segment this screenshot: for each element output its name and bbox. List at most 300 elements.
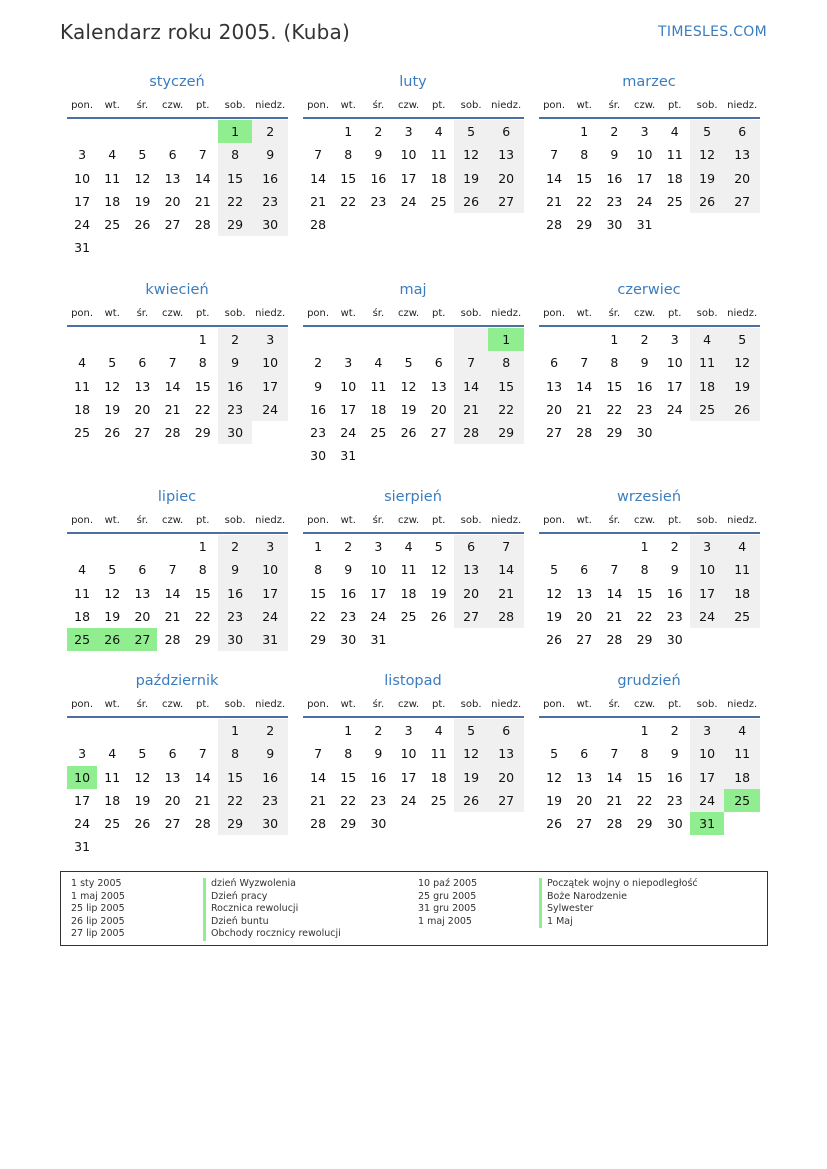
day-cell[interactable]: 24 bbox=[636, 193, 653, 209]
day-cell[interactable]: 23 bbox=[370, 193, 387, 209]
day-cell[interactable]: 4 bbox=[434, 124, 443, 139]
day-cell[interactable]: 17 bbox=[340, 401, 357, 417]
day-cell[interactable]: 4 bbox=[434, 723, 443, 738]
day-cell[interactable]: 21 bbox=[164, 401, 181, 417]
day-cell[interactable]: 19 bbox=[724, 375, 760, 398]
day-cell[interactable]: 23 bbox=[636, 401, 653, 417]
day-cell[interactable]: 11 bbox=[74, 378, 91, 394]
day-cell[interactable]: 28 bbox=[606, 816, 623, 832]
day-cell[interactable]: 16 bbox=[370, 170, 387, 186]
day-cell[interactable]: 30 bbox=[666, 816, 683, 832]
day-cell[interactable]: 24 bbox=[666, 401, 683, 417]
day-cell[interactable]: 25 bbox=[74, 425, 91, 441]
day-cell[interactable]: 10 bbox=[252, 558, 288, 581]
day-cell[interactable]: 23 bbox=[666, 792, 683, 808]
day-cell[interactable]: 13 bbox=[164, 170, 181, 186]
day-cell[interactable]: 30 bbox=[666, 632, 683, 648]
day-cell[interactable]: 18 bbox=[724, 766, 760, 789]
day-cell[interactable]: 16 bbox=[340, 585, 357, 601]
day-cell[interactable]: 17 bbox=[74, 193, 91, 209]
day-cell[interactable]: 29 bbox=[194, 425, 211, 441]
day-cell[interactable]: 27 bbox=[546, 425, 563, 441]
day-cell[interactable]: 15 bbox=[488, 375, 524, 398]
day-cell[interactable]: 2 bbox=[252, 120, 288, 143]
day-cell[interactable]: 23 bbox=[218, 605, 253, 628]
day-cell[interactable]: 20 bbox=[488, 167, 524, 190]
day-cell[interactable]: 13 bbox=[164, 769, 181, 785]
day-cell[interactable]: 17 bbox=[370, 585, 387, 601]
day-cell[interactable]: 16 bbox=[636, 378, 653, 394]
day-cell[interactable]: 18 bbox=[104, 792, 121, 808]
day-cell[interactable]: 6 bbox=[454, 535, 489, 558]
day-cell[interactable]: 3 bbox=[670, 332, 679, 347]
day-cell[interactable]: 30 bbox=[370, 816, 387, 832]
day-cell[interactable]: 20 bbox=[164, 193, 181, 209]
day-cell[interactable]: 17 bbox=[690, 766, 725, 789]
day-cell[interactable]: 7 bbox=[610, 562, 619, 578]
day-cell[interactable]: 22 bbox=[218, 789, 253, 812]
day-cell[interactable]: 21 bbox=[488, 582, 524, 605]
day-cell[interactable]: 2 bbox=[610, 124, 619, 139]
day-cell[interactable]: 1 bbox=[344, 723, 353, 738]
day-cell[interactable]: 15 bbox=[636, 769, 653, 785]
day-cell[interactable]: 15 bbox=[606, 378, 623, 394]
day-cell[interactable]: 4 bbox=[690, 328, 725, 351]
day-cell[interactable]: 13 bbox=[488, 143, 524, 166]
day-cell[interactable]: 26 bbox=[454, 789, 489, 812]
day-cell[interactable]: 20 bbox=[724, 167, 760, 190]
day-cell[interactable]: 2 bbox=[374, 124, 383, 139]
day-cell[interactable]: 28 bbox=[576, 425, 593, 441]
day-cell[interactable]: 8 bbox=[218, 143, 253, 166]
day-cell[interactable]: 25 bbox=[104, 217, 121, 233]
day-cell[interactable]: 9 bbox=[610, 147, 619, 163]
day-cell[interactable]: 26 bbox=[454, 190, 489, 213]
day-cell[interactable]: 8 bbox=[580, 147, 589, 163]
day-cell[interactable]: 19 bbox=[454, 766, 489, 789]
day-cell[interactable]: 4 bbox=[108, 147, 117, 163]
day-cell[interactable]: 15 bbox=[218, 766, 253, 789]
day-cell[interactable]: 23 bbox=[370, 792, 387, 808]
day-cell[interactable]: 12 bbox=[134, 769, 151, 785]
day-cell[interactable]: 3 bbox=[690, 535, 725, 558]
day-cell[interactable]: 27 bbox=[724, 190, 760, 213]
day-cell[interactable]: 27 bbox=[164, 217, 181, 233]
day-cell[interactable]: 19 bbox=[546, 792, 563, 808]
day-cell[interactable]: 24 bbox=[340, 425, 357, 441]
day-cell[interactable]: 1 bbox=[314, 539, 323, 554]
day-cell[interactable]: 10 bbox=[340, 378, 357, 394]
day-cell[interactable]: 1 bbox=[198, 539, 207, 554]
day-cell[interactable]: 23 bbox=[252, 789, 288, 812]
day-cell[interactable]: 22 bbox=[576, 193, 593, 209]
day-cell[interactable]: 24 bbox=[252, 398, 288, 421]
day-cell[interactable]: 31 bbox=[74, 839, 91, 855]
day-cell[interactable]: 9 bbox=[218, 558, 253, 581]
day-cell[interactable]: 4 bbox=[78, 562, 87, 578]
day-cell[interactable]: 21 bbox=[310, 792, 327, 808]
day-cell[interactable]: 30 bbox=[218, 628, 253, 651]
day-cell[interactable]: 28 bbox=[606, 632, 623, 648]
day-cell[interactable]: 14 bbox=[546, 170, 563, 186]
day-cell[interactable]: 22 bbox=[340, 792, 357, 808]
day-cell[interactable]: 22 bbox=[636, 792, 653, 808]
day-cell[interactable]: 1 bbox=[640, 539, 649, 554]
day-cell[interactable]: 25 bbox=[430, 193, 447, 209]
day-cell[interactable]: 16 bbox=[252, 167, 288, 190]
day-cell[interactable]: 18 bbox=[104, 193, 121, 209]
day-cell[interactable]: 26 bbox=[546, 816, 563, 832]
holiday-day-cell[interactable]: 25 bbox=[67, 628, 97, 651]
day-cell[interactable]: 26 bbox=[134, 217, 151, 233]
day-cell[interactable]: 5 bbox=[434, 539, 443, 554]
day-cell[interactable]: 7 bbox=[314, 746, 323, 762]
day-cell[interactable]: 28 bbox=[310, 816, 327, 832]
day-cell[interactable]: 16 bbox=[218, 582, 253, 605]
day-cell[interactable]: 20 bbox=[134, 608, 151, 624]
day-cell[interactable]: 21 bbox=[194, 792, 211, 808]
day-cell[interactable]: 6 bbox=[488, 719, 524, 742]
day-cell[interactable]: 12 bbox=[454, 143, 489, 166]
day-cell[interactable]: 28 bbox=[194, 217, 211, 233]
day-cell[interactable]: 15 bbox=[636, 585, 653, 601]
day-cell[interactable]: 5 bbox=[108, 562, 117, 578]
day-cell[interactable]: 12 bbox=[454, 742, 489, 765]
day-cell[interactable]: 23 bbox=[606, 193, 623, 209]
day-cell[interactable]: 29 bbox=[218, 213, 253, 236]
day-cell[interactable]: 18 bbox=[430, 769, 447, 785]
day-cell[interactable]: 18 bbox=[690, 375, 725, 398]
day-cell[interactable]: 14 bbox=[194, 769, 211, 785]
day-cell[interactable]: 20 bbox=[134, 401, 151, 417]
day-cell[interactable]: 2 bbox=[218, 535, 253, 558]
day-cell[interactable]: 28 bbox=[488, 605, 524, 628]
day-cell[interactable]: 18 bbox=[724, 582, 760, 605]
day-cell[interactable]: 16 bbox=[666, 585, 683, 601]
day-cell[interactable]: 24 bbox=[400, 792, 417, 808]
day-cell[interactable]: 2 bbox=[314, 355, 323, 371]
day-cell[interactable]: 3 bbox=[252, 328, 288, 351]
day-cell[interactable]: 17 bbox=[636, 170, 653, 186]
day-cell[interactable]: 7 bbox=[198, 147, 207, 163]
day-cell[interactable]: 4 bbox=[724, 535, 760, 558]
day-cell[interactable]: 23 bbox=[252, 190, 288, 213]
day-cell[interactable]: 9 bbox=[670, 562, 679, 578]
day-cell[interactable]: 17 bbox=[252, 375, 288, 398]
day-cell[interactable]: 7 bbox=[454, 351, 489, 374]
day-cell[interactable]: 8 bbox=[640, 746, 649, 762]
day-cell[interactable]: 6 bbox=[550, 355, 559, 371]
day-cell[interactable]: 26 bbox=[134, 816, 151, 832]
day-cell[interactable]: 24 bbox=[690, 789, 725, 812]
day-cell[interactable]: 8 bbox=[488, 351, 524, 374]
day-cell[interactable]: 15 bbox=[194, 585, 211, 601]
day-cell[interactable]: 16 bbox=[666, 769, 683, 785]
day-cell[interactable]: 21 bbox=[454, 398, 489, 421]
day-cell[interactable]: 1 bbox=[344, 124, 353, 139]
day-cell[interactable]: 11 bbox=[430, 746, 447, 762]
day-cell[interactable]: 15 bbox=[310, 585, 327, 601]
day-cell[interactable]: 22 bbox=[340, 193, 357, 209]
day-cell[interactable]: 16 bbox=[252, 766, 288, 789]
day-cell[interactable]: 14 bbox=[194, 170, 211, 186]
day-cell[interactable]: 30 bbox=[252, 213, 288, 236]
day-cell[interactable]: 26 bbox=[430, 608, 447, 624]
day-cell[interactable]: 14 bbox=[454, 375, 489, 398]
day-cell[interactable]: 15 bbox=[218, 167, 253, 190]
day-cell[interactable]: 5 bbox=[138, 147, 147, 163]
day-cell[interactable]: 12 bbox=[104, 378, 121, 394]
day-cell[interactable]: 13 bbox=[488, 742, 524, 765]
day-cell[interactable]: 21 bbox=[546, 193, 563, 209]
day-cell[interactable]: 11 bbox=[724, 742, 760, 765]
day-cell[interactable]: 2 bbox=[252, 719, 288, 742]
day-cell[interactable]: 28 bbox=[454, 421, 489, 444]
day-cell[interactable]: 8 bbox=[640, 562, 649, 578]
day-cell[interactable]: 6 bbox=[168, 147, 177, 163]
day-cell[interactable]: 30 bbox=[340, 632, 357, 648]
day-cell[interactable]: 2 bbox=[640, 332, 649, 347]
day-cell[interactable]: 6 bbox=[434, 355, 443, 371]
day-cell[interactable]: 23 bbox=[666, 608, 683, 624]
day-cell[interactable]: 2 bbox=[344, 539, 353, 554]
day-cell[interactable]: 21 bbox=[606, 792, 623, 808]
day-cell[interactable]: 10 bbox=[400, 147, 417, 163]
day-cell[interactable]: 4 bbox=[404, 539, 413, 554]
day-cell[interactable]: 6 bbox=[580, 562, 589, 578]
day-cell[interactable]: 3 bbox=[78, 746, 87, 762]
day-cell[interactable]: 10 bbox=[74, 170, 91, 186]
day-cell[interactable]: 9 bbox=[344, 562, 353, 578]
day-cell[interactable]: 14 bbox=[164, 585, 181, 601]
day-cell[interactable]: 7 bbox=[550, 147, 559, 163]
day-cell[interactable]: 24 bbox=[690, 605, 725, 628]
day-cell[interactable]: 20 bbox=[546, 401, 563, 417]
day-cell[interactable]: 8 bbox=[344, 746, 353, 762]
day-cell[interactable]: 14 bbox=[606, 585, 623, 601]
day-cell[interactable]: 11 bbox=[104, 170, 121, 186]
day-cell[interactable]: 2 bbox=[670, 723, 679, 738]
day-cell[interactable]: 29 bbox=[606, 425, 623, 441]
day-cell[interactable]: 21 bbox=[576, 401, 593, 417]
day-cell[interactable]: 25 bbox=[104, 816, 121, 832]
day-cell[interactable]: 16 bbox=[218, 375, 253, 398]
day-cell[interactable]: 12 bbox=[690, 143, 725, 166]
day-cell[interactable]: 31 bbox=[370, 632, 387, 648]
day-cell[interactable]: 17 bbox=[400, 769, 417, 785]
day-cell[interactable]: 14 bbox=[488, 558, 524, 581]
day-cell[interactable]: 11 bbox=[690, 351, 725, 374]
day-cell[interactable]: 30 bbox=[606, 217, 623, 233]
day-cell[interactable]: 5 bbox=[454, 120, 489, 143]
day-cell[interactable]: 12 bbox=[400, 378, 417, 394]
day-cell[interactable]: 3 bbox=[404, 723, 413, 738]
day-cell[interactable]: 19 bbox=[690, 167, 725, 190]
day-cell[interactable]: 16 bbox=[370, 769, 387, 785]
day-cell[interactable]: 18 bbox=[430, 170, 447, 186]
day-cell[interactable]: 31 bbox=[636, 217, 653, 233]
day-cell[interactable]: 10 bbox=[370, 562, 387, 578]
day-cell[interactable]: 29 bbox=[218, 812, 253, 835]
day-cell[interactable]: 19 bbox=[134, 193, 151, 209]
day-cell[interactable]: 2 bbox=[218, 328, 253, 351]
day-cell[interactable]: 7 bbox=[488, 535, 524, 558]
day-cell[interactable]: 12 bbox=[134, 170, 151, 186]
day-cell[interactable]: 22 bbox=[488, 398, 524, 421]
day-cell[interactable]: 27 bbox=[454, 605, 489, 628]
day-cell[interactable]: 26 bbox=[104, 425, 121, 441]
day-cell[interactable]: 2 bbox=[670, 539, 679, 554]
day-cell[interactable]: 6 bbox=[724, 120, 760, 143]
day-cell[interactable]: 23 bbox=[340, 608, 357, 624]
day-cell[interactable]: 6 bbox=[138, 355, 147, 371]
day-cell[interactable]: 5 bbox=[550, 746, 559, 762]
day-cell[interactable]: 22 bbox=[194, 401, 211, 417]
day-cell[interactable]: 8 bbox=[218, 742, 253, 765]
holiday-day-cell[interactable]: 10 bbox=[67, 766, 97, 789]
day-cell[interactable]: 12 bbox=[104, 585, 121, 601]
holiday-day-cell[interactable]: 27 bbox=[127, 628, 157, 651]
day-cell[interactable]: 21 bbox=[194, 193, 211, 209]
day-cell[interactable]: 27 bbox=[134, 425, 151, 441]
day-cell[interactable]: 30 bbox=[636, 425, 653, 441]
day-cell[interactable]: 17 bbox=[666, 378, 683, 394]
day-cell[interactable]: 11 bbox=[74, 585, 91, 601]
day-cell[interactable]: 19 bbox=[430, 585, 447, 601]
day-cell[interactable]: 9 bbox=[314, 378, 323, 394]
day-cell[interactable]: 30 bbox=[310, 448, 327, 464]
day-cell[interactable]: 2 bbox=[374, 723, 383, 738]
day-cell[interactable]: 5 bbox=[404, 355, 413, 371]
holiday-day-cell[interactable]: 25 bbox=[724, 789, 760, 812]
day-cell[interactable]: 4 bbox=[724, 719, 760, 742]
day-cell[interactable]: 28 bbox=[164, 632, 181, 648]
day-cell[interactable]: 1 bbox=[580, 124, 589, 139]
day-cell[interactable]: 16 bbox=[310, 401, 327, 417]
day-cell[interactable]: 9 bbox=[670, 746, 679, 762]
day-cell[interactable]: 29 bbox=[576, 217, 593, 233]
day-cell[interactable]: 24 bbox=[400, 193, 417, 209]
day-cell[interactable]: 18 bbox=[74, 401, 91, 417]
day-cell[interactable]: 1 bbox=[198, 332, 207, 347]
day-cell[interactable]: 11 bbox=[104, 769, 121, 785]
day-cell[interactable]: 28 bbox=[194, 816, 211, 832]
day-cell[interactable]: 19 bbox=[454, 167, 489, 190]
day-cell[interactable]: 4 bbox=[374, 355, 383, 371]
day-cell[interactable]: 19 bbox=[400, 401, 417, 417]
day-cell[interactable]: 6 bbox=[168, 746, 177, 762]
day-cell[interactable]: 10 bbox=[690, 558, 725, 581]
day-cell[interactable]: 25 bbox=[370, 425, 387, 441]
day-cell[interactable]: 23 bbox=[218, 398, 253, 421]
day-cell[interactable]: 1 bbox=[218, 719, 253, 742]
day-cell[interactable]: 11 bbox=[430, 147, 447, 163]
day-cell[interactable]: 7 bbox=[314, 147, 323, 163]
day-cell[interactable]: 22 bbox=[218, 190, 253, 213]
day-cell[interactable]: 9 bbox=[252, 742, 288, 765]
day-cell[interactable]: 5 bbox=[724, 328, 760, 351]
day-cell[interactable]: 4 bbox=[670, 124, 679, 139]
day-cell[interactable]: 14 bbox=[606, 769, 623, 785]
day-cell[interactable]: 3 bbox=[344, 355, 353, 371]
day-cell[interactable]: 5 bbox=[108, 355, 117, 371]
day-cell[interactable]: 27 bbox=[488, 190, 524, 213]
day-cell[interactable]: 10 bbox=[252, 351, 288, 374]
day-cell[interactable]: 12 bbox=[546, 769, 563, 785]
day-cell[interactable]: 5 bbox=[690, 120, 725, 143]
day-cell[interactable]: 13 bbox=[724, 143, 760, 166]
day-cell[interactable]: 28 bbox=[310, 217, 327, 233]
day-cell[interactable]: 29 bbox=[340, 816, 357, 832]
day-cell[interactable]: 4 bbox=[108, 746, 117, 762]
day-cell[interactable]: 10 bbox=[636, 147, 653, 163]
day-cell[interactable]: 22 bbox=[606, 401, 623, 417]
day-cell[interactable]: 15 bbox=[340, 170, 357, 186]
day-cell[interactable]: 26 bbox=[690, 190, 725, 213]
day-cell[interactable]: 25 bbox=[690, 398, 725, 421]
day-cell[interactable]: 12 bbox=[430, 562, 447, 578]
day-cell[interactable]: 25 bbox=[666, 193, 683, 209]
day-cell[interactable]: 9 bbox=[252, 143, 288, 166]
day-cell[interactable]: 11 bbox=[666, 147, 683, 163]
day-cell[interactable]: 25 bbox=[400, 608, 417, 624]
day-cell[interactable]: 31 bbox=[340, 448, 357, 464]
day-cell[interactable]: 16 bbox=[606, 170, 623, 186]
day-cell[interactable]: 21 bbox=[164, 608, 181, 624]
day-cell[interactable]: 25 bbox=[430, 792, 447, 808]
day-cell[interactable]: 18 bbox=[400, 585, 417, 601]
day-cell[interactable]: 8 bbox=[610, 355, 619, 371]
day-cell[interactable]: 7 bbox=[610, 746, 619, 762]
day-cell[interactable]: 14 bbox=[576, 378, 593, 394]
day-cell[interactable]: 20 bbox=[576, 608, 593, 624]
day-cell[interactable]: 24 bbox=[252, 605, 288, 628]
day-cell[interactable]: 19 bbox=[104, 608, 121, 624]
day-cell[interactable]: 18 bbox=[74, 608, 91, 624]
day-cell[interactable]: 28 bbox=[164, 425, 181, 441]
day-cell[interactable]: 21 bbox=[310, 193, 327, 209]
day-cell[interactable]: 19 bbox=[546, 608, 563, 624]
day-cell[interactable]: 4 bbox=[78, 355, 87, 371]
day-cell[interactable]: 22 bbox=[310, 608, 327, 624]
day-cell[interactable]: 28 bbox=[546, 217, 563, 233]
day-cell[interactable]: 27 bbox=[164, 816, 181, 832]
day-cell[interactable]: 15 bbox=[576, 170, 593, 186]
day-cell[interactable]: 10 bbox=[400, 746, 417, 762]
day-cell[interactable]: 20 bbox=[576, 792, 593, 808]
day-cell[interactable]: 11 bbox=[400, 562, 417, 578]
day-cell[interactable]: 18 bbox=[666, 170, 683, 186]
day-cell[interactable]: 25 bbox=[724, 605, 760, 628]
holiday-day-cell[interactable]: 26 bbox=[97, 628, 127, 651]
day-cell[interactable]: 10 bbox=[666, 355, 683, 371]
day-cell[interactable]: 30 bbox=[252, 812, 288, 835]
day-cell[interactable]: 20 bbox=[454, 582, 489, 605]
day-cell[interactable]: 20 bbox=[430, 401, 447, 417]
day-cell[interactable]: 3 bbox=[252, 535, 288, 558]
day-cell[interactable]: 29 bbox=[488, 421, 524, 444]
brand-link[interactable]: TIMESLES.COM bbox=[658, 24, 767, 40]
day-cell[interactable]: 8 bbox=[198, 562, 207, 578]
day-cell[interactable]: 6 bbox=[488, 120, 524, 143]
day-cell[interactable]: 12 bbox=[546, 585, 563, 601]
day-cell[interactable]: 9 bbox=[374, 746, 383, 762]
day-cell[interactable]: 17 bbox=[400, 170, 417, 186]
day-cell[interactable]: 19 bbox=[104, 401, 121, 417]
day-cell[interactable]: 13 bbox=[430, 378, 447, 394]
day-cell[interactable]: 14 bbox=[310, 769, 327, 785]
day-cell[interactable]: 1 bbox=[640, 723, 649, 738]
